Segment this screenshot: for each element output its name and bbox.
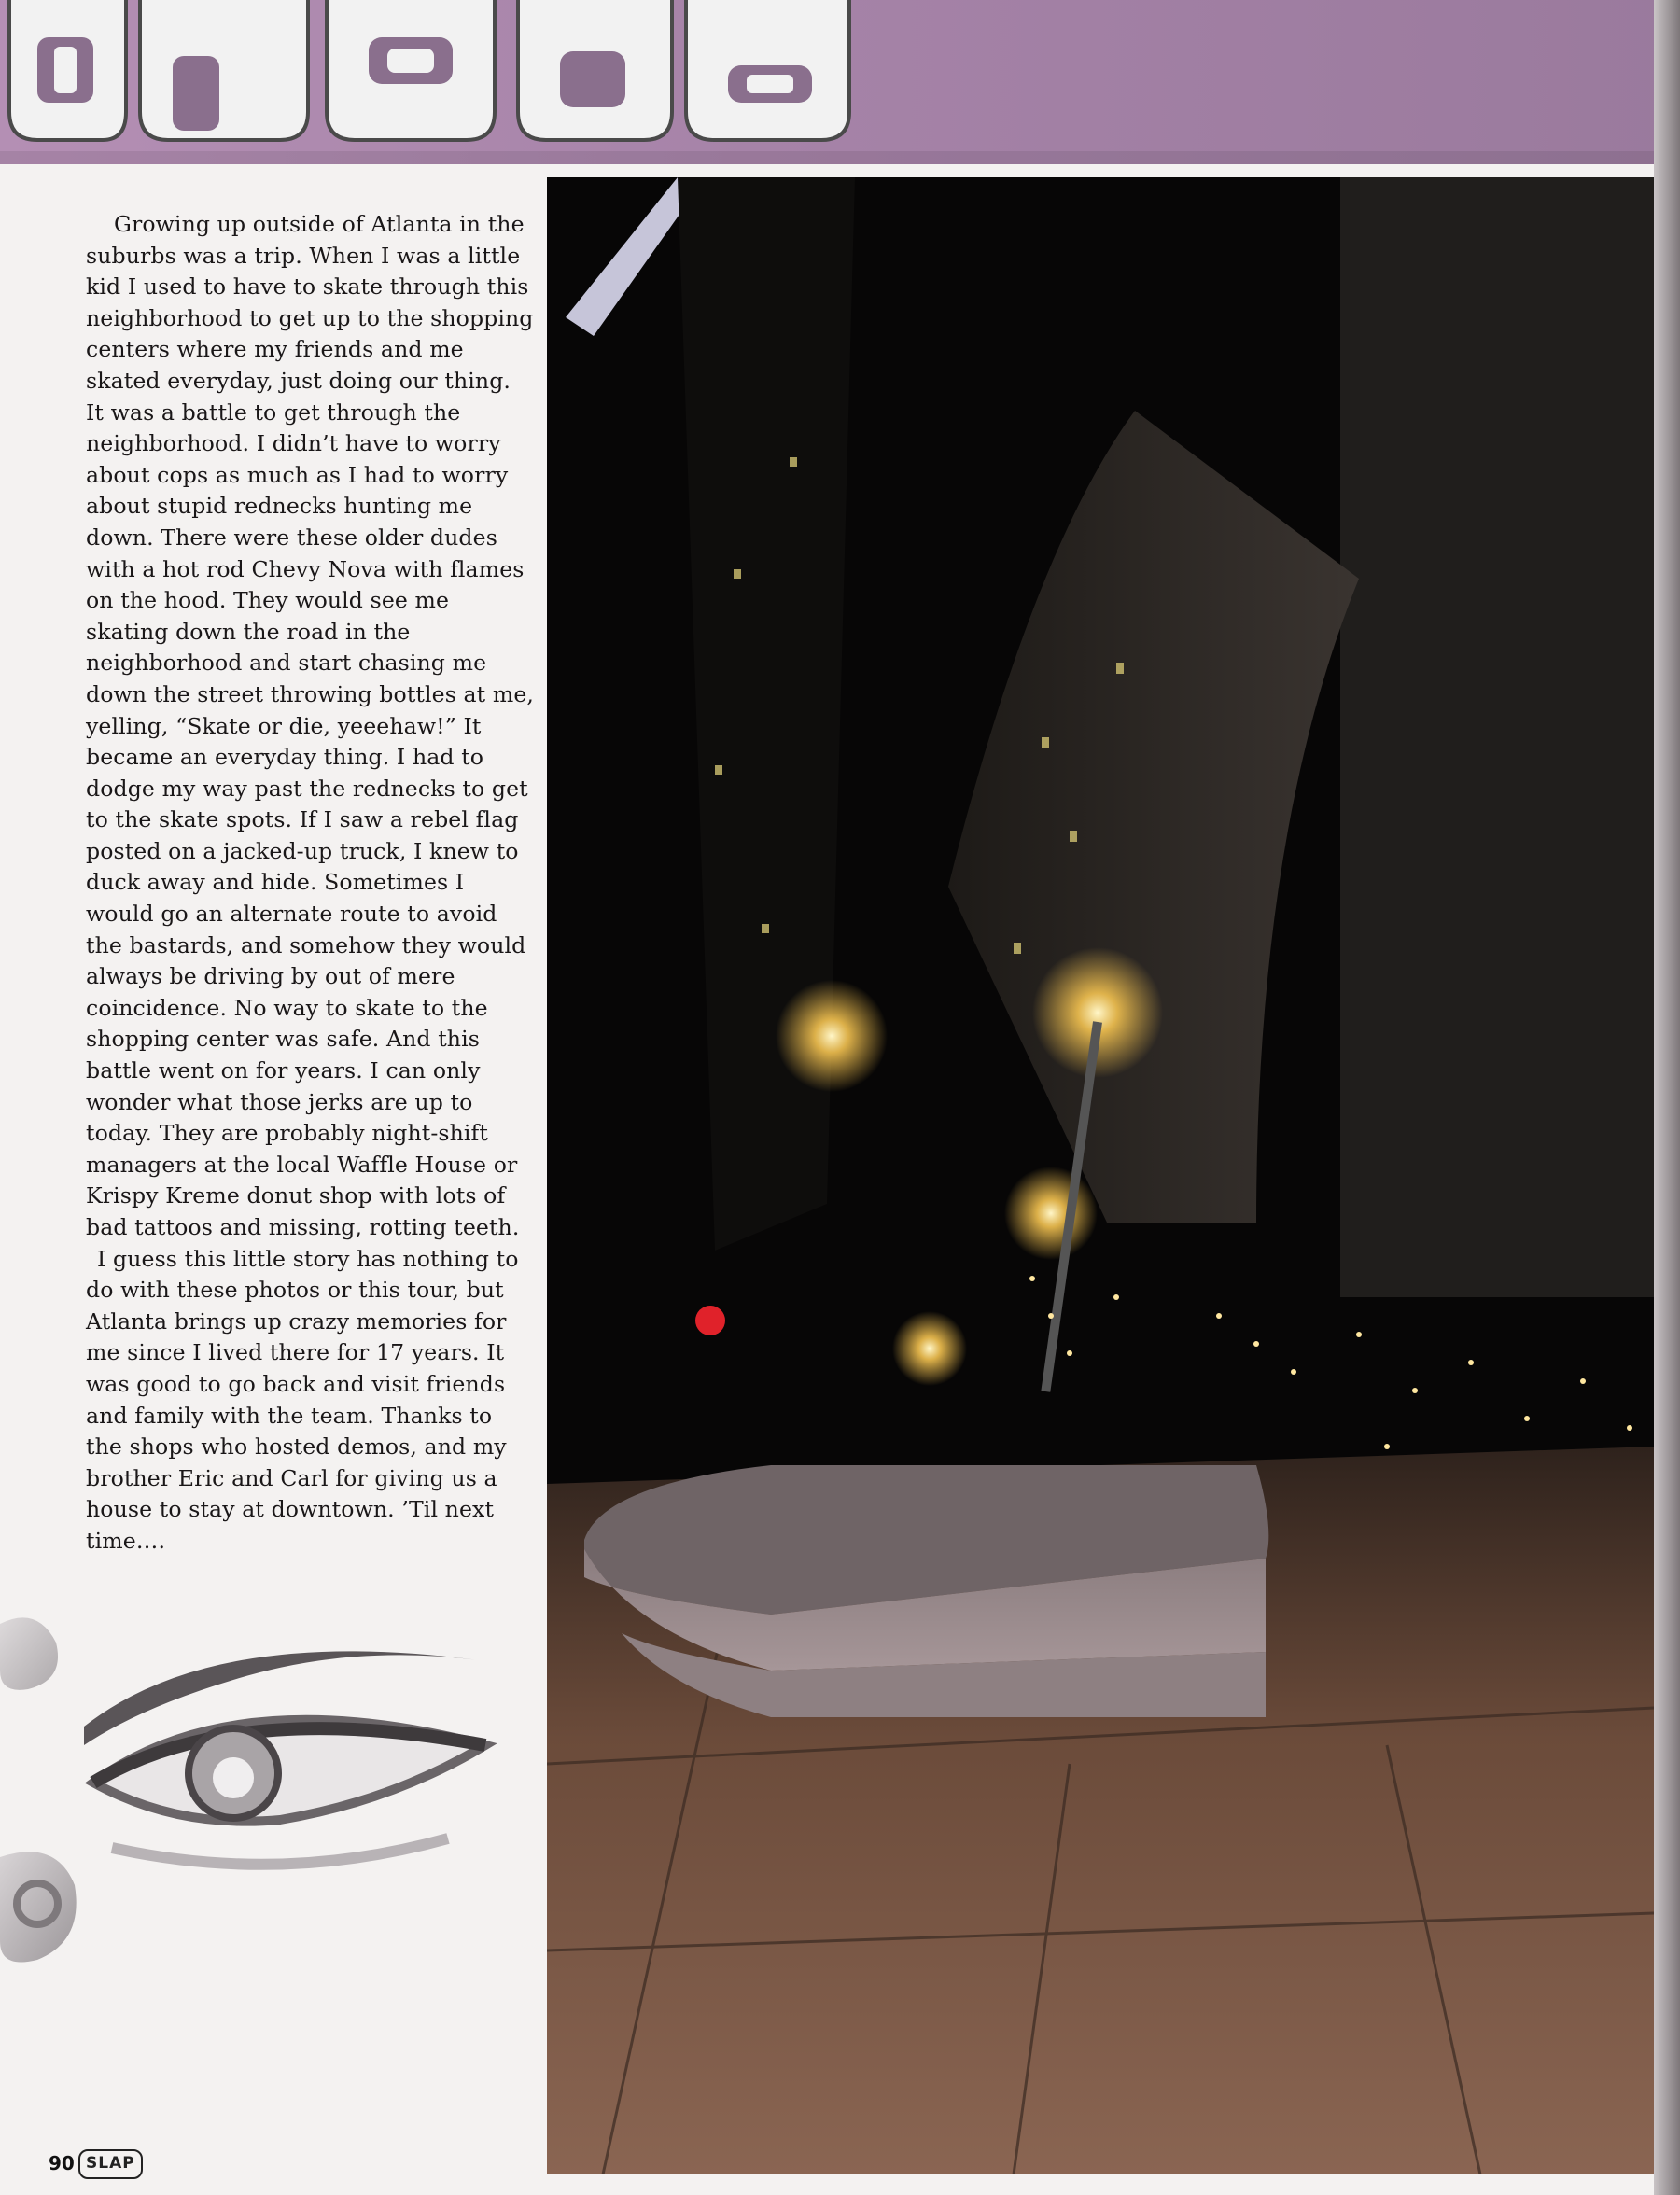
header-title-graphic xyxy=(0,0,877,164)
story-paragraph-1: Growing up outside of Atlanta in the suburbs was a trip. When I was a little kid I used to have to skate through this neighborhood to get up to the shopping centers where my friends and me skated everyday, just doing our thing. It was a battle to get through the neighborhood. I didn’t have to worry about cops as much as I had to worry about stupid rednecks hunting me down. There were these older dudes with a hot rod Chevy Nova with flames on the hood. They would see me skating down the road in the neighborhood and start chasing me down the street throwing bottles at me, yelling, “Skate or die, yeeehaw!” It became an everyday thing. I had to dodge my way past the rednecks to get to the skate spots. If I saw a rebel flag posted on a jacked-up truck, I knew to duck away and hide. Sometimes I would go an alternate route to avoid the bastards, and somehow they would always be driving by out of mere coincidence. No way to skate to the shopping center was safe. And this battle went on for years. I can only wonder what those jerks are up to today. They are probably night-shift managers at the local Waffle House or Krispy Kreme donut shop with lots of bad tattoos and missing, rotting teeth. xyxy=(86,211,534,1240)
story-paragraph-2: I guess this little story has nothing to do with these photos or this tour, but Atlanta brings up crazy memories for me since I lived there for 17 years. It was good to go back and visit friends and family with the team. Thanks to the shops who hosted demos, and my brother Eric and Carl for giving us a house to stay at downtown. ’Til next time…. xyxy=(86,1245,519,1554)
page-number: 90 xyxy=(49,2152,75,2174)
story-text xyxy=(86,209,534,1558)
decorative-eyes-graphic xyxy=(0,1605,541,1997)
header-band xyxy=(0,0,1680,164)
page-edge-shadow xyxy=(1654,0,1680,2195)
night-street-photo xyxy=(547,177,1654,2174)
magazine-logo: SLAP xyxy=(78,2149,143,2179)
